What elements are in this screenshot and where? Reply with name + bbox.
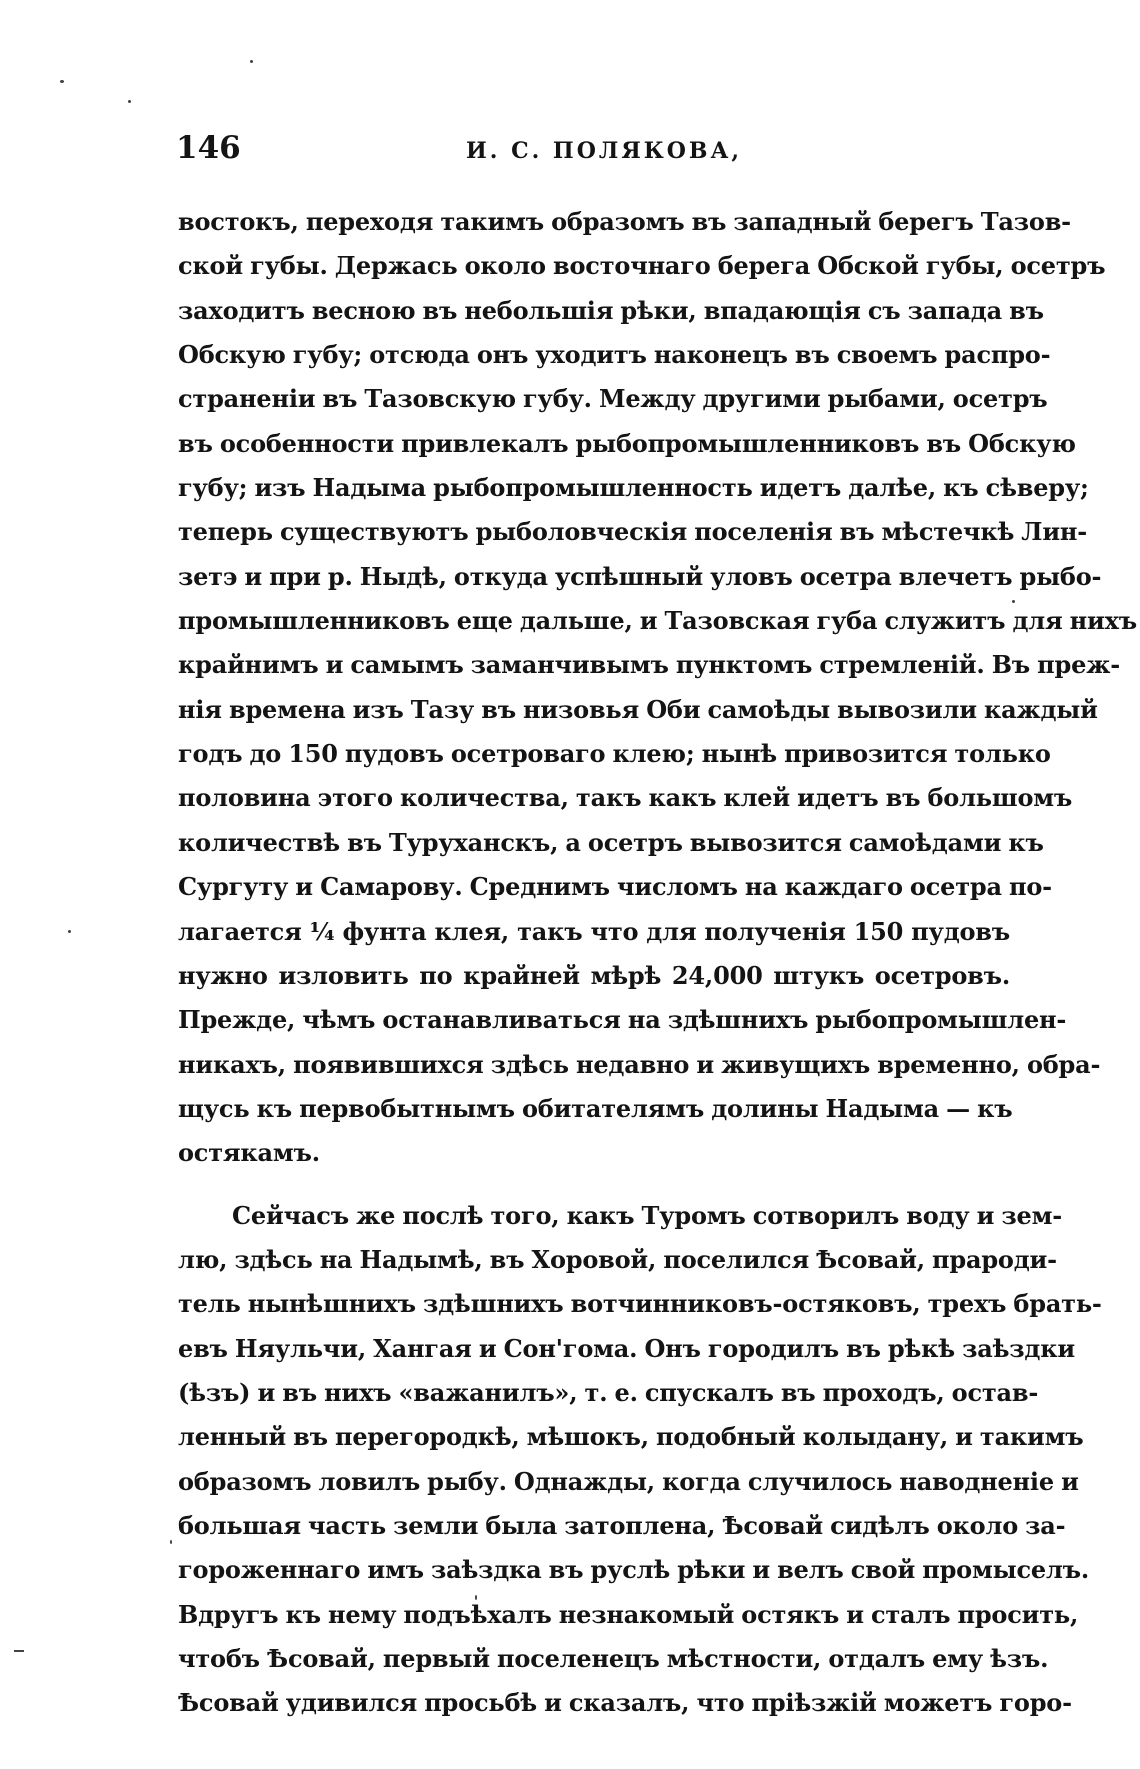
text-line: количествѣ въ Туруханскъ, а осетръ вывозится самоѣдами къ [178, 827, 1044, 857]
text-line: лю, здѣсь на Надымѣ, въ Хоровой, поселился Ѣсовай, прароди- [178, 1244, 1057, 1274]
text-line: промышленниковъ еще дальше, и Тазовская губа служитъ для нихъ [178, 606, 1137, 636]
scan-speck [128, 100, 131, 103]
text-line: Прежде, чѣмъ останавливаться на здѣшнихъ рыбопромышлен- [178, 1005, 1067, 1035]
text-line: страненіи въ Тазовскую губу. Между другими рыбами, осетръ [178, 384, 1048, 414]
text-line: губу; изъ Надыма рыбопромышленность идетъ далѣе, къ сѣверу; [178, 473, 1089, 503]
running-title: И. С. ПОЛЯКОВА, [466, 138, 743, 164]
page-number: 146 [176, 130, 241, 166]
text-line: половина этого количества, такъ какъ клей идетъ въ большомъ [178, 783, 1073, 813]
scan-speck [170, 1540, 172, 1544]
text-line: Вдругъ къ нему подъѣхалъ незнакомый остякъ и сталъ просить, [178, 1599, 1079, 1629]
text-line: ской губы. Держась около восточнаго берега Обской губы, осетръ [178, 251, 1106, 281]
scan-speck [475, 1595, 477, 1600]
text-line: заходитъ весною въ небольшія рѣки, впадающія съ запада въ [178, 295, 1044, 325]
text-line: теперь существуютъ рыболовческія поселенія въ мѣстечкѣ Лин- [178, 517, 1088, 547]
text-line: щусь къ первобытнымъ обитателямъ долины Надыма — къ [178, 1093, 1013, 1123]
text-line: гороженнаго имъ заѣздка въ руслѣ рѣки и велъ свой промыселъ. [178, 1555, 1090, 1585]
text-line: тель нынѣшнихъ здѣшнихъ вотчинниковъ-остяковъ, трехъ брать- [178, 1289, 1102, 1319]
paragraph-2 [178, 1194, 1102, 1726]
text-line: нужно изловить по крайней мѣрѣ 24,000 штукъ осетровъ. [178, 960, 1010, 990]
text-line: востокъ, переходя такимъ образомъ въ западный берегъ Тазов- [178, 207, 1071, 236]
text-line: годъ до 150 пудовъ осетроваго клею; нынѣ привозится только [178, 739, 1051, 769]
text-line: Ѣсовай удивился просьбѣ и сказалъ, что пріѣзжій можетъ горо- [178, 1688, 1072, 1718]
text-line: чтобъ Ѣсовай, первый поселенецъ мѣстности, отдалъ ему ѣзъ. [178, 1644, 1049, 1673]
text-line: евъ Няульчи, Хангая и Сон'гома. Онъ городилъ въ рѣкѣ заѣздки [178, 1333, 1075, 1363]
text-line: нія времена изъ Тазу въ низовья Оби самоѣды вывозили каждый [178, 694, 1098, 724]
text-line: (ѣзъ) и въ нихъ «важанилъ», т. е. спускалъ въ проходъ, остав- [178, 1377, 1039, 1407]
page-header [176, 130, 962, 174]
text-line: образомъ ловилъ рыбу. Однажды, когда случилось наводненіе и [178, 1466, 1079, 1496]
paragraph-1 [178, 200, 1137, 1176]
scan-speck [250, 60, 253, 63]
text-line: никахъ, появившихся здѣсь недавно и живущихъ временно, обра- [178, 1049, 1101, 1079]
scan-speck [14, 1650, 24, 1652]
text-line: большая часть земли была затоплена, Ѣсовай сидѣлъ около за- [178, 1510, 1066, 1540]
paragraph-gap [178, 1176, 1010, 1194]
text-line: ленный въ перегородкѣ, мѣшокъ, подобный колыдану, и такимъ [178, 1422, 1084, 1452]
text-line: лагается ¼ фунта клея, такъ что для полученія 150 пудовъ [178, 916, 1010, 946]
text-line: Обскую губу; отсюда онъ уходитъ наконецъ въ своемъ распро- [178, 340, 1051, 370]
text-line: зетэ и при р. Ныдѣ, откуда успѣшный уловъ осетра влечетъ рыбо- [178, 561, 1102, 591]
text-line: остякамъ. [178, 1138, 320, 1168]
scan-speck [1012, 600, 1015, 603]
text-line: Сейчасъ же послѣ того, какъ Туромъ сотворилъ воду и зем- [232, 1200, 1062, 1230]
body-text [178, 200, 1137, 1726]
text-line: крайнимъ и самымъ заманчивымъ пунктомъ стремленій. Въ преж- [178, 650, 1120, 680]
scan-speck [68, 930, 71, 933]
text-line: въ особенности привлекалъ рыбопромышленниковъ въ Обскую [178, 428, 1076, 458]
text-line: Сургуту и Самарову. Среднимъ числомъ на каждаго осетра по- [178, 872, 1052, 902]
scan-speck [60, 80, 64, 83]
